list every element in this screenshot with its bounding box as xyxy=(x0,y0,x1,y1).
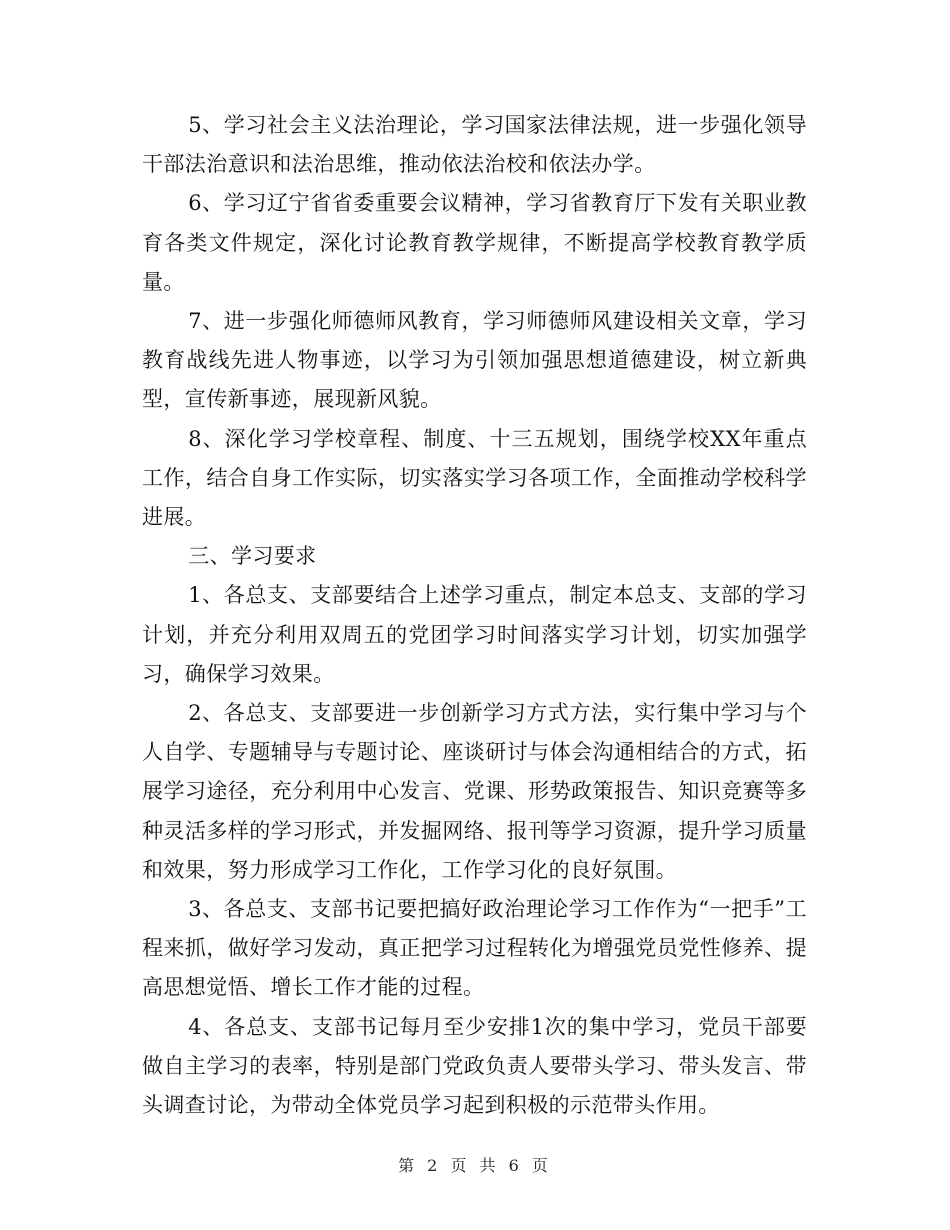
document-body xyxy=(142,106,807,1125)
paragraph-item-8: 8、深化学习学校章程、制度、十三五规划，围绕学校XX年重点工作，结合自身工作实际，切实落实学习各项工作，全面推动学校科学进展。 xyxy=(142,426,807,530)
requirement-item-4: 4、各总支、支部书记每月至少安排1次的集中学习，党员干部要做自主学习的表率，特别是部门党政负责人要带头学习、带头发言、带头调查讨论，为带动全体党员学习起到积极的示范带头作用。 xyxy=(142,1014,807,1118)
section-heading-requirements: 三、学习要求 xyxy=(188,544,317,569)
page-number-footer: 第 2 页 共 6 页 xyxy=(398,1156,552,1175)
paragraph-item-6: 6、学习辽宁省省委重要会议精神，学习省教育厅下发有关职业教育各类文件规定，深化讨论教育教学规律，不断提高学校教育教学质量。 xyxy=(142,191,807,294)
requirement-item-2: 2、各总支、支部要进一步创新学习方式方法，实行集中学习与个人自学、专题辅导与专题讨论、座谈研讨与体会沟通相结合的方式，拓展学习途径，充分利用中心发言、党课、形势政策报告、知识竞赛等多种灵活多样的学习形式，并发掘网络、报刊等学习资源，提升学习质量和效果，努力形成学习工作化，工作学习化的良好氛围。 xyxy=(142,701,807,882)
requirement-item-3: 3、各总支、支部书记要把搞好政治理论学习工作作为“一把手”工程来抓，做好学习发动，真正把学习过程转化为增强党员党性修养、提高思想觉悟、增长工作才能的过程。 xyxy=(142,897,807,1000)
paragraph-item-5: 5、学习社会主义法治理论，学习国家法律法规，进一步强化领导干部法治意识和法治思维，推动依法治校和依法办学。 xyxy=(142,113,807,177)
requirement-item-1: 1、各总支、支部要结合上述学习重点，制定本总支、支部的学习计划，并充分利用双周五的党团学习时间落实学习计划，切实加强学习，确保学习效果。 xyxy=(142,583,807,686)
paragraph-item-7: 7、进一步强化师德师风教育，学习师德师风建设相关文章，学习教育战线先进人物事迹，以学习为引领加强思想道德建设，树立新典型，宣传新事迹，展现新风貌。 xyxy=(142,309,807,412)
